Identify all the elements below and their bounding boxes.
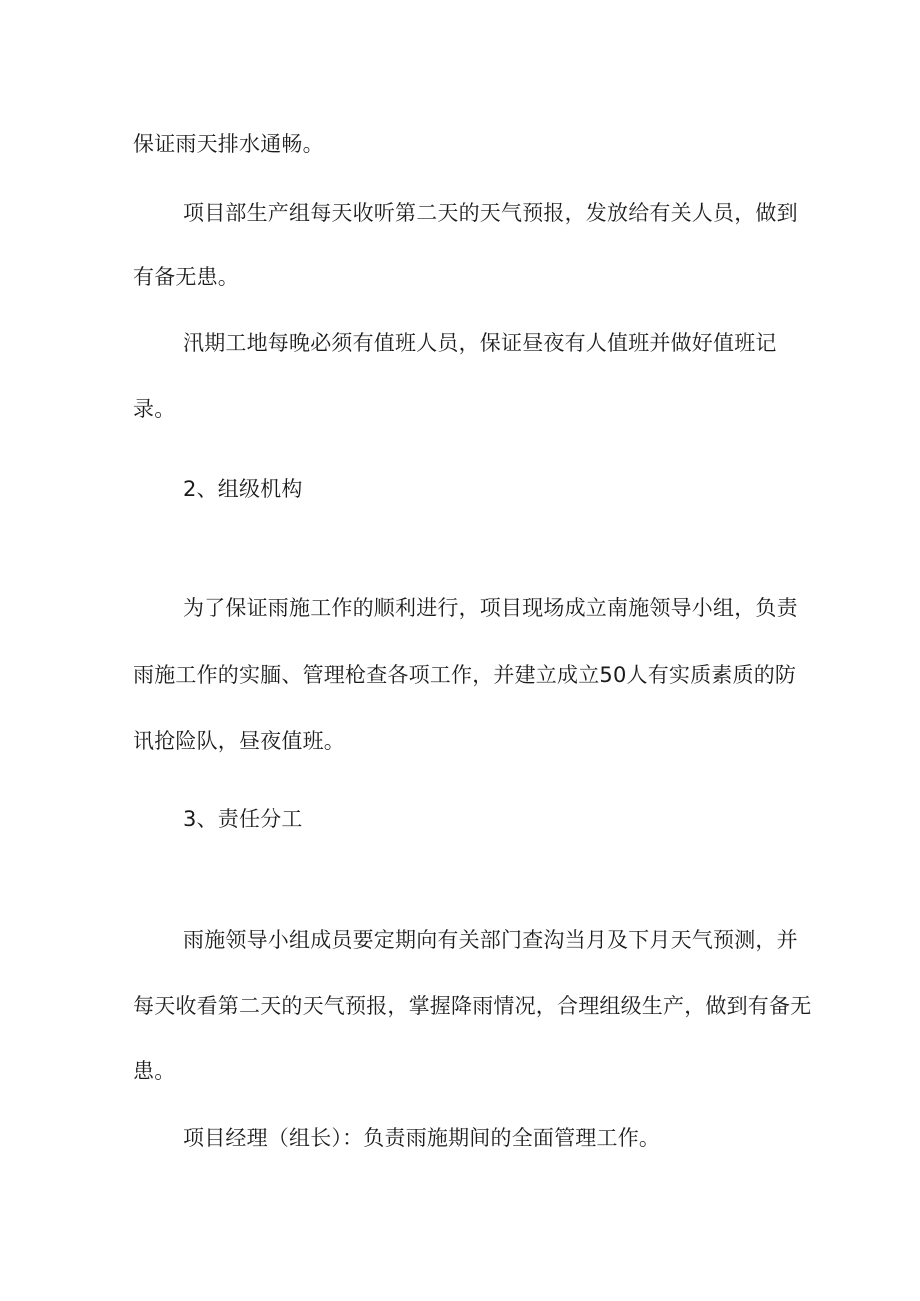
text-line: 为了保证雨施工作的顺利进行，项目现场成立南施领导小组，负责 [183, 596, 798, 620]
text-line: 项目经理（组长）：负责雨施期间的全面管理工作。 [183, 1126, 661, 1150]
text-line: 汛期工地每晚必须有值班人员，保证昼夜有人值班并做好值班记 [183, 331, 777, 355]
text-line: 雨施工作的实腼、管理枪查各项工作，并建立成立50人有实质素质的防 [133, 663, 797, 687]
text-line: 有备无患。 [133, 265, 239, 289]
text-line: 录。 [133, 397, 176, 421]
text-line: 项目部生产组每天收听第二天的天气预报，发放给有关人员，做到 [183, 201, 798, 225]
text-line: 患。 [133, 1059, 176, 1083]
section-heading: 2、组级机构 [183, 477, 303, 501]
text-line: 雨施领导小组成员要定期向有关部门查沟当月及下月天气预测，并 [183, 928, 798, 952]
text-line: 每天收看第二天的天气预报，掌握降雨情况，合理组级生产，做到有备无 [133, 994, 812, 1018]
text-line: 讯抢险队，昼夜值班。 [133, 729, 345, 753]
section-heading: 3、责任分工 [183, 807, 303, 831]
text-line: 保证雨天排水通畅。 [133, 132, 324, 156]
